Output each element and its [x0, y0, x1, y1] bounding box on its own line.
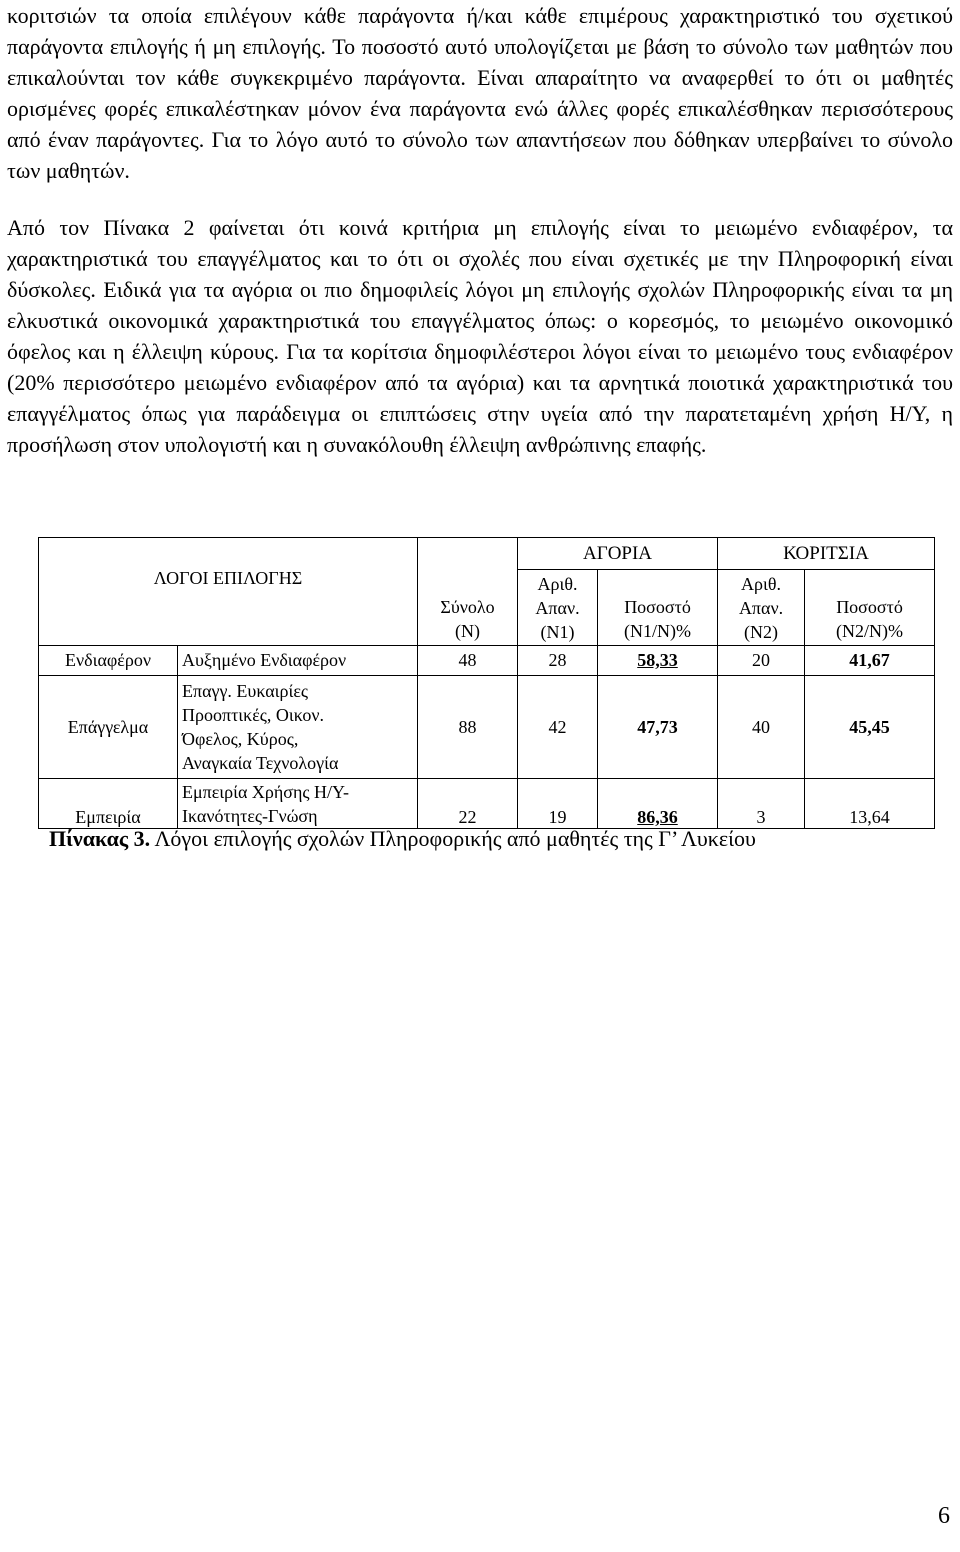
row-detail-line: Εμπειρία Χρήσης Η/Υ- — [182, 781, 350, 802]
row-detail-line: Αναγκαία Τεχνολογία — [182, 753, 339, 773]
row-total: 48 — [418, 646, 518, 676]
header-total-line1: Σύνολο — [440, 597, 495, 617]
row-girls-pct: 13,64 — [805, 779, 935, 829]
paragraph-2: Από τον Πίνακα 2 φαίνεται ότι κοινά κριτήρια μη επιλογής είναι το μειωμένο ενδιαφέρον, τα χαρακτηριστικά του επαγγέλματος και το ότι οι σχολές που είναι σχετικές με την Πληροφορική είναι δύσκολες. Ειδικά για τα αγόρια οι πιο δημοφιλείς λόγοι μη επιλογής σχολών Πληροφορικής είναι τα μη ελκυστικά οικονομικά χαρακτηριστικά του επαγγέλματος όπως: ο κορεσμός, το μειωμένο οικονομικό όφελος και η έλλειψη κύρους. Για τα κορίτσια δημοφιλέστεροι λόγοι είναι το μειωμένο τους ενδιαφέρον (20% περισσότερο μειωμένο ενδιαφέρον από τα αγόρια) και τα αρνητικά ποιοτικά χαρακτηριστικά του επαγγέλματος όπως για παράδειγμα οι επιπτώσεις στην υγεία από την παρατεταμένη χρήση Η/Υ, η προσήλωση στον υπολογιστή και η συνακόλουθη έλλειψη ανθρώπινης επαφής. — [7, 215, 953, 457]
header-boys-pct-l1: Ποσοστό — [624, 597, 691, 617]
table-row — [39, 676, 935, 779]
header-boys-count-l1: Αριθ. — [537, 573, 578, 594]
header-girls-count — [718, 570, 805, 646]
header-boys-count-l2: Απαν. — [535, 597, 580, 618]
page-number: 6 — [938, 1503, 950, 1529]
caption-label: Πίνακας 3. — [49, 826, 151, 851]
header-girls-count-l2: Απαν. — [738, 597, 784, 618]
header-total-line2: (Ν) — [455, 621, 480, 641]
caption-text: Λόγοι επιλογής σχολών Πληροφορικής από μαθητές της Γ’ Λυκείου — [150, 826, 756, 851]
header-girls-count-l3: (Ν2) — [744, 621, 779, 642]
row-detail-line: Ικανότητες-Γνώση — [182, 805, 318, 826]
row-girls-pct: 45,45 — [805, 676, 935, 779]
paragraph-1: κοριτσιών τα οποία επιλέγουν κάθε παράγοντα ή/και κάθε επιμέρους χαρακτηριστικό του σχετικού παράγοντα επιλογής ή μη επιλογής. Το ποσοστό αυτό υπολογίζεται με βάση το σύνολο των μαθητών που επικαλούνται τον κάθε συγκεκριμένο παράγοντα. Είναι απαραίτητο να αναφερθεί το ότι οι μαθητές ορισμένες φορές επικαλέστηκαν μόνον ένα παράγοντα ενώ άλλες φορές επικαλέσθηκαν περισσότερους από έναν παράγοντες. Για το λόγο αυτό το σύνολο των απαντήσεων που δόθηκαν υπερβαίνει το σύνολο των μαθητών. — [7, 3, 953, 183]
row-detail — [178, 676, 418, 779]
row-girls-count: 20 — [718, 646, 805, 676]
header-girls-pct — [805, 570, 935, 646]
row-detail — [178, 646, 418, 676]
header-girls: ΚΟΡΙΤΣΙΑ — [718, 538, 935, 570]
header-reasons — [39, 538, 418, 646]
header-girls-count-l1: Αριθ. — [741, 573, 781, 594]
row-detail-line: Αυξημένο Ενδιαφέρον — [182, 650, 347, 670]
table-row — [39, 646, 935, 676]
row-total: 88 — [418, 676, 518, 779]
row-boys-count: 42 — [518, 676, 598, 779]
row-girls-count: 40 — [718, 676, 805, 779]
row-total: 22 — [418, 779, 518, 829]
row-boys-pct: 58,33 — [598, 646, 718, 676]
header-girls-pct-l2: (Ν2/Ν)% — [836, 621, 903, 641]
header-boys-pct-l2: (Ν1/Ν)% — [624, 621, 691, 641]
row-boys-count: 28 — [518, 646, 598, 676]
header-boys-count — [518, 570, 598, 646]
header-boys-pct — [598, 570, 718, 646]
table-row — [39, 779, 935, 829]
table-caption — [49, 826, 756, 852]
row-boys-pct: 86,36 — [598, 779, 718, 829]
header-reasons-label: ΛΟΓΟΙ ΕΠΙΛΟΓΗΣ — [153, 567, 303, 588]
row-detail-line: Επαγγ. Ευκαιρίες — [182, 681, 309, 701]
row-detail-line: Προοπτικές, Οικον. — [182, 705, 325, 725]
header-total — [418, 538, 518, 646]
row-category: Επάγγελμα — [39, 676, 178, 779]
row-category: Ενδιαφέρον — [39, 646, 178, 676]
header-girls-pct-l1: Ποσοστό — [836, 597, 903, 617]
row-boys-pct: 47,73 — [598, 676, 718, 779]
reasons-table — [38, 537, 935, 829]
row-detail — [178, 779, 418, 829]
row-boys-count: 19 — [518, 779, 598, 829]
row-girls-count: 3 — [718, 779, 805, 829]
header-boys: ΑΓΟΡΙΑ — [518, 538, 718, 570]
row-girls-pct: 41,67 — [805, 646, 935, 676]
row-detail-line: Όφελος, Κύρος, — [182, 729, 299, 749]
header-boys-count-l3: (Ν1) — [540, 621, 575, 642]
row-category: Εμπειρία — [39, 779, 178, 829]
